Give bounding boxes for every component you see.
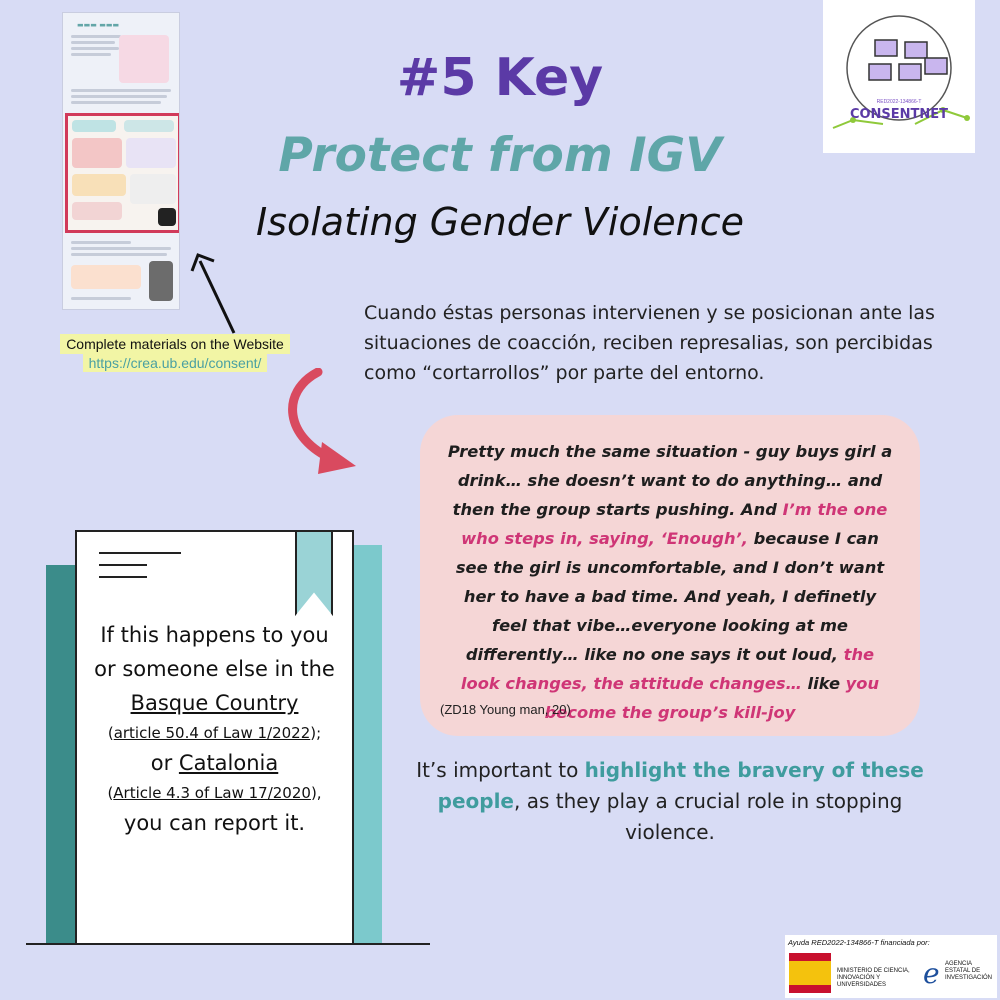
aei-logo-icon: e — [923, 957, 940, 990]
website-thumbnail — [62, 12, 180, 310]
logo-text: CONSENTNET — [849, 107, 949, 122]
ground-line — [26, 943, 430, 945]
thumb-highlight — [65, 113, 180, 233]
book-cover-left — [46, 565, 76, 945]
bookmark-icon — [295, 532, 333, 616]
quote-highlight: I’m the one who steps in, saying, ‘Enough’, — [461, 500, 888, 548]
book-cover-right — [352, 545, 382, 945]
thumb-title: ▬▬▬ ▬▬▬ — [77, 21, 120, 29]
catalonia-link[interactable]: Catalonia — [178, 751, 279, 775]
agency-text: AGENCIA ESTATAL DE INVESTIGACIÓN — [945, 961, 993, 981]
subtitle: Isolating Gender Violence — [255, 200, 745, 244]
book-page — [75, 530, 354, 945]
website-note-label: Complete materials on the Website — [60, 334, 290, 354]
quote-highlight: the look changes, the attitude changes… — [460, 645, 875, 693]
report-info: If this happens to you or someone else in the Basque Country (article 50.4 of Law 1/2022); or Catalonia (Article 4.3 of Law 17/2020), you can report it. — [94, 623, 335, 835]
arrow-up-icon — [188, 245, 248, 345]
protect-title: Protect from IGV — [278, 128, 722, 183]
consentnet-logo — [823, 0, 975, 153]
curved-arrow-icon — [272, 368, 372, 478]
svg-text:RED2022-134866-T: RED2022-134866-T — [876, 99, 922, 105]
ministry-text: MINISTERIO DE CIENCIA, INNOVACIÓN Y UNIVERSIDADES — [837, 968, 910, 988]
law-catalonia-link[interactable]: Article 4.3 of Law 17/2020 — [113, 784, 311, 802]
quote-source: (ZD18 Young man, 20) — [440, 702, 571, 717]
funding-logos — [785, 935, 997, 998]
intro-paragraph: Cuando éstas personas intervienen y se posicionan ante las situaciones de coacción, reciben represalias, son percibidas como “cortarrollos” por parte del entorno. — [364, 302, 935, 384]
key-title: #5 Key — [396, 48, 604, 108]
testimony-quote-box — [420, 415, 920, 736]
basque-country-link[interactable]: Basque Country — [130, 691, 299, 715]
testimony-quote: Pretty much the same situation - guy buys girl a drink… she doesn’t want to do anything… and then the group starts pushing. And I’m the one who steps in, saying, ‘Enough’, because I can see the girl is uncomfortable, and I don’t want her to have a bad time. And yeah, I definetly feel that vibe…everyone looking at me differently… like no one says it out loud, the look changes, the attitude changes… like you become the group’s kill-joy — [447, 442, 893, 722]
quote-highlight: you become the group’s kill-joy — [544, 674, 880, 722]
website-url-link[interactable]: https://crea.ub.edu/consent/ — [83, 354, 268, 372]
bravery-highlight: highlight the bravery of these people — [437, 758, 924, 813]
spain-crest-icon — [789, 953, 831, 993]
funding-text: Ayuda RED2022-134866-T financiada por: — [788, 938, 930, 947]
bravery-statement: It’s important to highlight the bravery of these people, as they play a crucial role in stopping violence. — [416, 758, 924, 844]
law-basque-link[interactable]: article 50.4 of Law 1/2022 — [113, 724, 311, 742]
